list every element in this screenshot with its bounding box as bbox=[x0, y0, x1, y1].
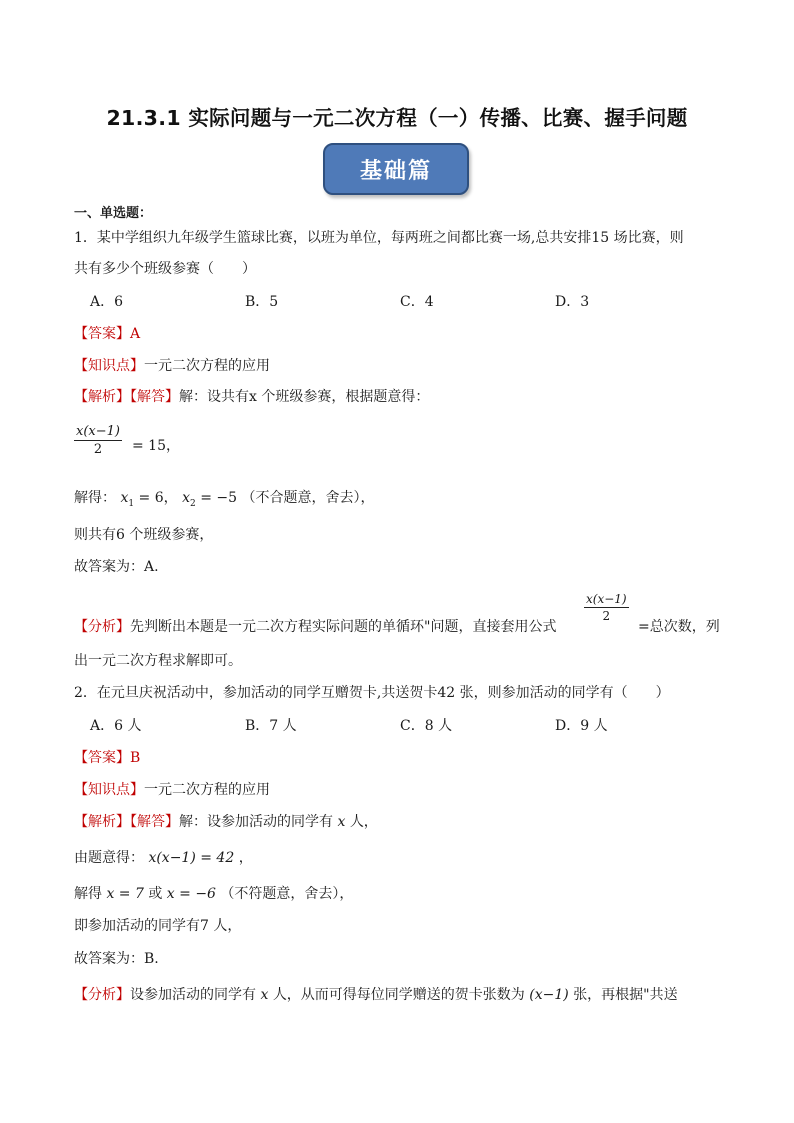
q2-answer-line bbox=[74, 748, 140, 768]
q2-fenxi-line bbox=[74, 985, 678, 1005]
q2-or: 或 bbox=[148, 886, 163, 902]
q2-solution-line bbox=[74, 884, 353, 904]
q2-knowledge-line bbox=[74, 780, 270, 800]
level-badge: 基础篇 bbox=[323, 143, 469, 195]
fraction-denominator: 2 bbox=[93, 442, 103, 457]
q1-solution-line: 解得： $x_1 = 6$， $x_2 = -5$ （不合题意，舍去）， bbox=[74, 490, 375, 509]
q1-option-c: C．4 bbox=[400, 294, 434, 310]
q2-analysis-line bbox=[74, 812, 378, 832]
answer-tag: 【答案】 bbox=[74, 750, 130, 766]
q1-final-answer: 故答案为：A. bbox=[74, 559, 159, 575]
q1-conclusion: 则共有6 个班级参赛， bbox=[74, 527, 214, 543]
formula-denominator: 2 bbox=[602, 609, 611, 623]
q2-knowledge-text: 一元二次方程的应用 bbox=[144, 782, 270, 798]
q1-option-d: D．3 bbox=[555, 294, 590, 310]
q1-option-a: A．6 bbox=[90, 294, 124, 310]
q1-equation-fraction bbox=[74, 424, 122, 457]
q1-knowledge-line bbox=[74, 356, 270, 376]
q2-analysis-text-a: 解：设参加活动的同学有 bbox=[179, 814, 333, 830]
x2-variable: x bbox=[182, 490, 190, 506]
section-heading: 一、单选题： bbox=[74, 206, 153, 221]
q2-option-c: C．8 人 bbox=[400, 718, 453, 734]
q1-fenxi-after: =总次数，列 bbox=[638, 619, 720, 635]
q1-answer-value: A bbox=[130, 326, 141, 342]
q1-stem-line1: 1．某中学组织九年级学生篮球比赛，以班为单位，每两班之间都比赛一场,总共安排15 场比赛，则 bbox=[74, 230, 684, 246]
q1-fenxi-formula bbox=[584, 592, 629, 623]
analysis-tag: 【解析】【解答】 bbox=[74, 814, 179, 830]
fenxi-tag: 【分析】 bbox=[74, 619, 130, 635]
q2-solve-label: 解得 bbox=[74, 886, 102, 902]
q2-final-answer: 故答案为：B. bbox=[74, 951, 159, 967]
q1-analysis-line bbox=[74, 387, 429, 407]
q2-conclusion: 即参加活动的同学有7 人， bbox=[74, 918, 242, 934]
q1-equation-rhs: = 15， bbox=[132, 438, 180, 454]
fenxi-tag: 【分析】 bbox=[74, 987, 130, 1003]
q1-analysis-text: 解：设共有x 个班级参赛，根据题意得： bbox=[179, 389, 430, 405]
q2-fenxi-text-c: 张，再根据"共送 bbox=[573, 987, 678, 1003]
fraction-numerator: x(x−1) bbox=[76, 424, 120, 439]
q1-fenxi-line bbox=[74, 617, 556, 637]
q2-fenxi-text-b: 人，从而可得每位同学赠送的贺卡张数为 bbox=[272, 987, 525, 1003]
page-title: 21.3.1 实际问题与一元二次方程（一）传播、比赛、握手问题 bbox=[106, 106, 688, 130]
q1-knowledge-text: 一元二次方程的应用 bbox=[144, 358, 270, 374]
q2-option-d: D．9 人 bbox=[555, 718, 608, 734]
q2-fenxi-text-a: 设参加活动的同学有 bbox=[130, 987, 256, 1003]
q1-answer-line bbox=[74, 324, 140, 344]
q2-analysis-text-b: 人， bbox=[349, 814, 378, 830]
analysis-tag: 【解析】【解答】 bbox=[74, 389, 179, 405]
q2-fenxi-variable: x bbox=[260, 987, 269, 1003]
q2-option-b: B．7 人 bbox=[245, 718, 297, 734]
q1-fenxi-line2: 出一元二次方程求解即可。 bbox=[74, 653, 242, 669]
q2-eq-label: 由题意得： bbox=[74, 850, 144, 866]
knowledge-tag: 【知识点】 bbox=[74, 782, 144, 798]
answer-tag: 【答案】 bbox=[74, 326, 130, 342]
q2-solution-2: x = −6 bbox=[166, 886, 216, 902]
q2-equation-line bbox=[74, 848, 253, 868]
q2-option-a: A．6 人 bbox=[90, 718, 142, 734]
x2-value: = −5 bbox=[200, 490, 238, 506]
q2-equation: x(x−1) = 42 bbox=[148, 850, 235, 866]
q1-stem-line2: 共有多少个班级参赛（ ） bbox=[74, 261, 256, 277]
q2-solve-note: （不符题意，舍去）， bbox=[220, 886, 354, 902]
solve-label: 解得： bbox=[74, 490, 116, 506]
x1-value: = 6， bbox=[138, 490, 178, 506]
q2-eq-tail: ， bbox=[238, 850, 253, 866]
solve-note: （不合题意，舍去）， bbox=[241, 490, 375, 506]
q2-solution-1: x = 7 bbox=[106, 886, 144, 902]
q2-analysis-variable: x bbox=[337, 814, 346, 830]
q2-fenxi-expression: (x−1) bbox=[529, 987, 569, 1003]
q2-answer-value: B bbox=[130, 750, 141, 766]
knowledge-tag: 【知识点】 bbox=[74, 358, 144, 374]
q1-fenxi-text: 先判断出本题是一元二次方程实际问题的单循环"问题，直接套用公式 bbox=[130, 619, 557, 635]
q1-option-b: B．5 bbox=[245, 294, 279, 310]
q2-stem: 2．在元旦庆祝活动中，参加活动的同学互赠贺卡,共送贺卡42 张，则参加活动的同学有（ ） bbox=[74, 685, 670, 701]
formula-numerator: x(x−1) bbox=[586, 592, 627, 606]
x1-variable: x bbox=[120, 490, 129, 506]
